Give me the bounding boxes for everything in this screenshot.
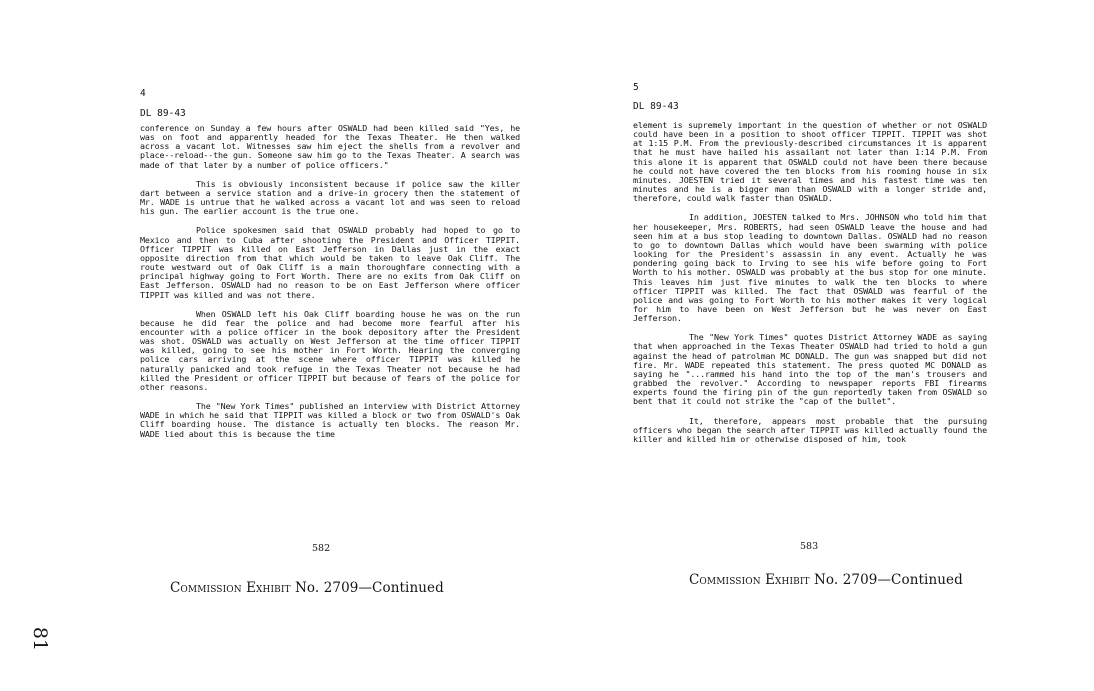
- folio-number: 582: [312, 543, 331, 554]
- exhibit-prefix: Commission Exhibit: [170, 580, 291, 596]
- page-number: 5: [633, 82, 639, 93]
- file-number: DL 89-43: [140, 108, 186, 119]
- paragraph: conference on Sunday a few hours after OSWALD had been killed said "Yes, he was on foot and apparently headed for the Texas Theater. He then walked across a vacant lot. Witnesses saw him eject the shells from a revolver and place--reload--the gun. Someone saw him go to the Texas Theater. A search was made of that later by a number of police officers.": [140, 123, 520, 170]
- paragraph: Police spokesmen said that OSWALD probably had hoped to go to Mexico and then to Cuba after shooting the President and Officer TIPPIT. Officer TIPPIT was killed on East Jefferson in Dallas just in the exact opposite direction from that which would be taken to leave Oak Cliff. The route westward out of Oak Cliff is a main thoroughfare connecting with a principal highway going to Fort Worth. There are no exits from Oak Cliff on East Jefferson. OSWALD had no reason to be on East Jefferson where officer TIPPIT was killed and was not there.: [140, 225, 520, 300]
- exhibit-number: No. 2709—Continued: [295, 580, 444, 596]
- page-number: 4: [140, 88, 146, 99]
- body-text: [140, 124, 520, 449]
- paragraph: element is supremely important in the question of whether or not OSWALD could have been in a position to shoot officer TIPPIT. TIPPIT was shot at 1:15 P.M. From the previously-described circumstances it is apparent that he must have hailed his assailant not later than 1:14 P.M. From this alone it is apparent that OSWALD could not have been there because he could not have covered the ten blocks from his rooming house in six minutes. JOESTEN tried it several times and his fastest time was ten minutes and he is a bigger man than OSWALD with a longer stride and, therefore, could walk faster than OSWALD.: [633, 120, 987, 204]
- file-number: DL 89-43: [633, 101, 679, 112]
- body-text: [633, 121, 987, 454]
- paragraph: This is obviously inconsistent because if police saw the killer dart between a service station and a drive-in grocery then the statement of Mr. WADE is untrue that he walked across a vacant lot and was seen to reload his gun. The earlier account is the true one.: [140, 178, 520, 217]
- exhibit-prefix: Commission Exhibit: [689, 572, 810, 588]
- folio-number: 583: [800, 541, 819, 552]
- paragraph: It, therefore, appears most probable that the pursuing officers who began the search after TIPPIT was killed actually found the killer and killed him or otherwise disposed of him, took: [633, 415, 987, 444]
- paragraph: When OSWALD left his Oak Cliff boarding house he was on the run because he did fear the police and had become more fearful after his encounter with a police officer in the book depository after the President was shot. OSWALD was actually on West Jefferson at the time officer TIPPIT was killed, going to see his mother in Fort Worth. Hearing the converging police cars arriving at the scene where officer TIPPIT was killed he naturally panicked and took refuge in the Texas Theater not because he had killed the President or officer TIPPIT but because of fears of the police for other reasons.: [140, 308, 520, 392]
- paragraph: In addition, JOESTEN talked to Mrs. JOHNSON who told him that her housekeeper, Mrs. ROBERTS, had seen OSWALD leave the house and had seen him at a bus stop leading to downtown Dallas. OSWALD had no reason to go to downtown Dallas which would have been swarming with police looking for the President's assassin in any event. Actually he was pondering going back to Irving to see his wife before going to Fort Worth to his mother. OSWALD was probably at the bus stop for one minute. This leaves him just five minutes to walk the ten blocks to where officer TIPPIT was killed. The fact that OSWALD was fearful of the police and was going to Fort Worth to his mother makes it very logical for him to have been on West Jefferson but he was never on East Jefferson.: [633, 212, 987, 324]
- volume-page-number: 81: [29, 626, 52, 652]
- exhibit-caption: [689, 572, 963, 588]
- exhibit-caption: [170, 580, 444, 596]
- exhibit-number: No. 2709—Continued: [814, 572, 963, 588]
- paragraph: The "New York Times" published an interview with District Attorney WADE in which he said that TIPPIT was killed a block or two from OSWALD's Oak Cliff boarding house. The distance is actually ten blocks. The reason Mr. WADE lied about this is because the time: [140, 401, 520, 439]
- paragraph: The "New York Times" quotes District Attorney WADE as saying that when approached in the Texas Theater OSWALD had tried to hold a gun against the head of patrolman MC DONALD. The gun was snapped but did not fire. Mr. WADE repeated this statement. The press quoted MC DONALD as saying he "...rammed his hand into the top of the man's trousers and grabbed the revolver." According to newspaper reports FBI firearms experts found the firing pin of the gun reportedly taken from OSWALD so bent that it could not strike the "cap of the bullet".: [633, 332, 987, 407]
